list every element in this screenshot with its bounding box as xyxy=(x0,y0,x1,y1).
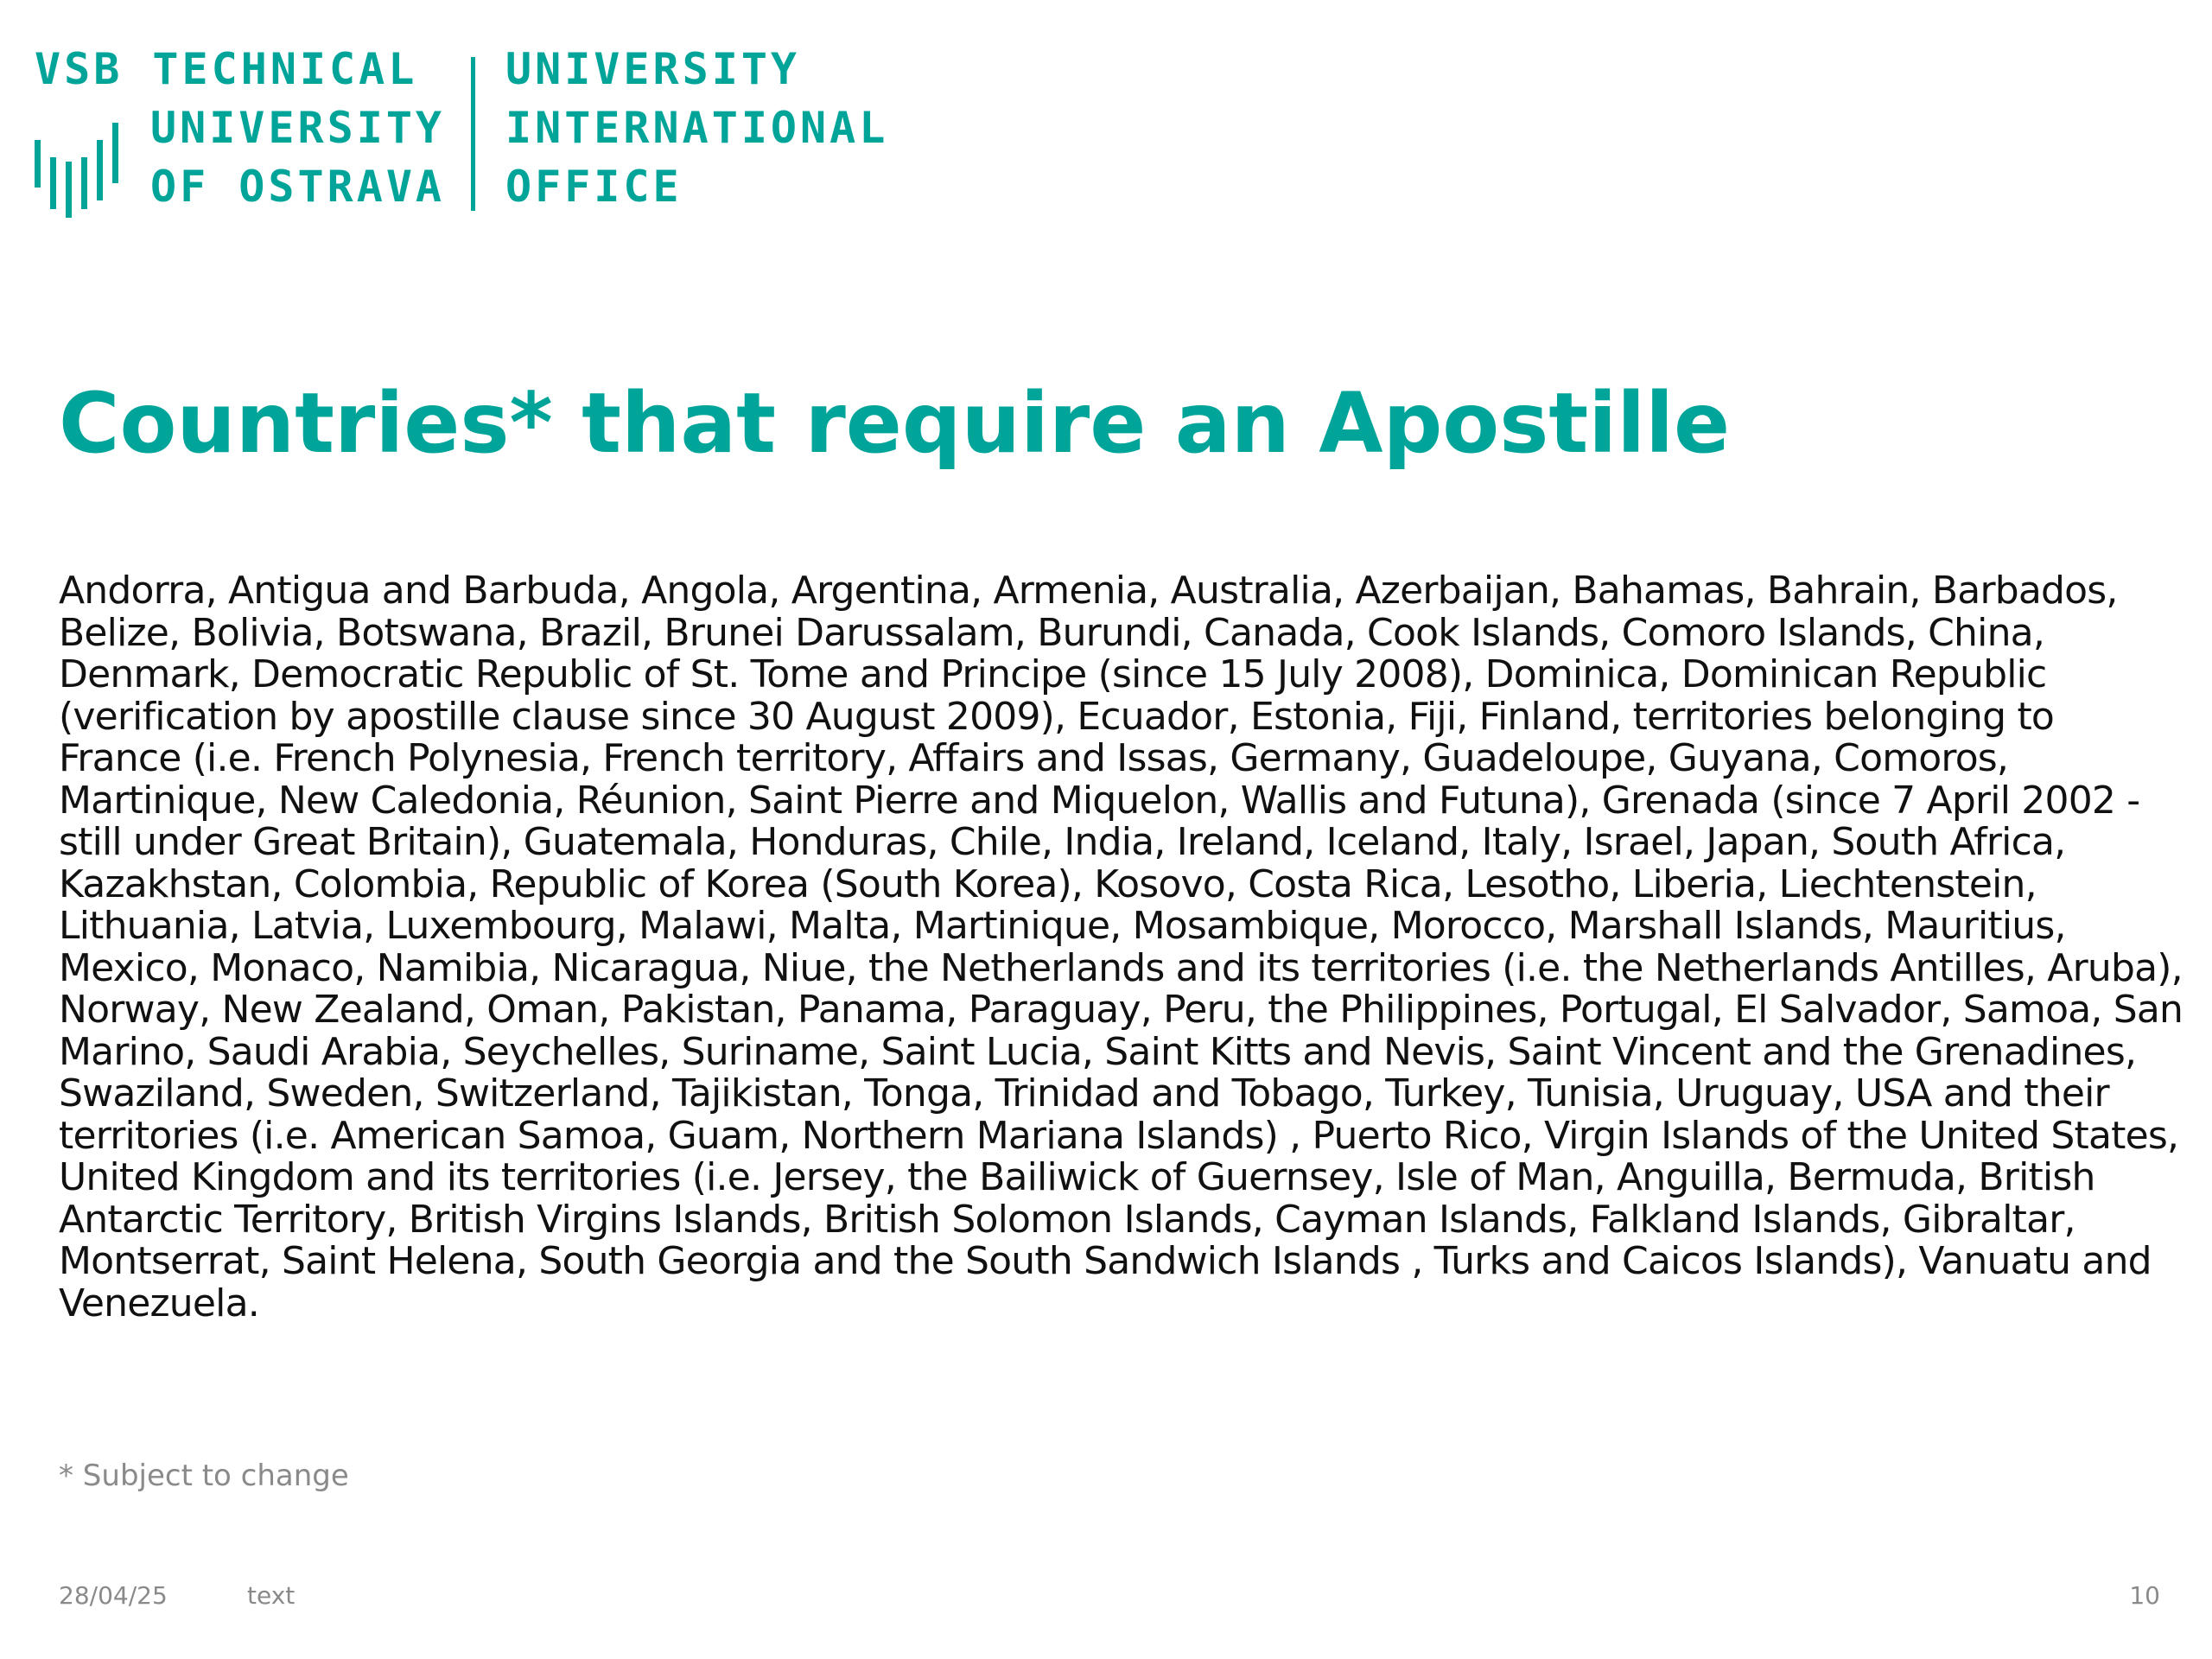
footnote: * Subject to change xyxy=(59,1459,349,1493)
slide-title: Countries* that require an Apostille xyxy=(59,375,1731,472)
logo-text-office-university: UNIVERSITY xyxy=(505,44,801,94)
country-list-paragraph: Andorra, Antigua and Barbuda, Angola, Argentina, Armenia, Australia, Azerbaijan, Bahamas, Bahrain, Barbados, Belize, Bolivia, Botswana, Brazil, Brunei Darussalam, Burundi, Canada, Cook Islands, Comoro Islands, China, Denmark, Democratic Republic of St. Tome and Principe (since 15 July 2008), Dominica, Dominican Republic (verification by apostille clause since 30 August 2009), Ecuador, Estonia, Fiji, Finland, territories belonging to France (i.e. French Polynesia, French territory, Affairs and Issas, Germany, Guadeloupe, Guyana, Comoros, Martinique, New Caledonia, Réunion, Saint Pierre and Miquelon, Wallis and Futuna), Grenada (since 7 April 2002 - still under Great Britain), Guatemala, Honduras, Chile, India, Ireland, Iceland, Italy, Israel, Japan, South Africa, Kazakhstan, Colombia, Republic of Korea (South Korea), Kosovo, Costa Rica, Lesotho, Liberia, Liechtenstein, Lithuania, Latvia, Luxembourg, Malawi, Malta, Martinique, Mosambique, Morocco, Marshall Islands, Mauritius, Mexico, Monaco, Namibia, Nicaragua, Niue, the Netherlands and its territories (i.e. the Netherlands Antilles, Aruba), Norway, New Zealand, Oman, Pakistan, Panama, Paraguay, Peru, the Philippines, Portugal, El Salvador, Samoa, San Marino, Saudi Arabia, Seychelles, Suriname, Saint Lucia, Saint Kitts and Nevis, Saint Vincent and the Grenadines, Swaziland, Sweden, Switzerland, Tajikistan, Tonga, Trinidad and Tobago, Turkey, Tunisia, Uruguay, USA and their territories (i.e. American Samoa, Guam, Northern Mariana Islands) , Puerto Rico, Virgin Islands of the United States, United Kingdom and its territories (i.e. Jersey, the Bailiwick of Guernsey, Isle of Man, Anguilla, Bermuda, British Antarctic Territory, British Virgins Islands, British Solomon Islands, Cayman Islands, Falkland Islands, Gibraltar, Montserrat, Saint Helena, South Georgia and the South Sandwich Islands , Turks and Caicos Islands), Vanuatu and Venezuela. xyxy=(59,569,2183,1325)
logo-text-university: UNIVERSITY xyxy=(150,103,446,153)
page-number: 10 xyxy=(2129,1581,2160,1610)
logo-divider xyxy=(471,57,475,211)
logo-text-office: OFFICE xyxy=(505,162,683,212)
logo-text-vsb-technical: VSB TECHNICAL xyxy=(35,44,418,94)
footer-date: 28/04/25 xyxy=(59,1581,168,1610)
logo-bars-icon xyxy=(35,114,121,252)
logo-text-office-international: INTERNATIONAL xyxy=(505,103,889,153)
logo-text-of-ostrava: OF OSTRAVA xyxy=(150,162,446,212)
vsb-logo xyxy=(35,45,933,218)
footer-text: text xyxy=(247,1581,296,1610)
